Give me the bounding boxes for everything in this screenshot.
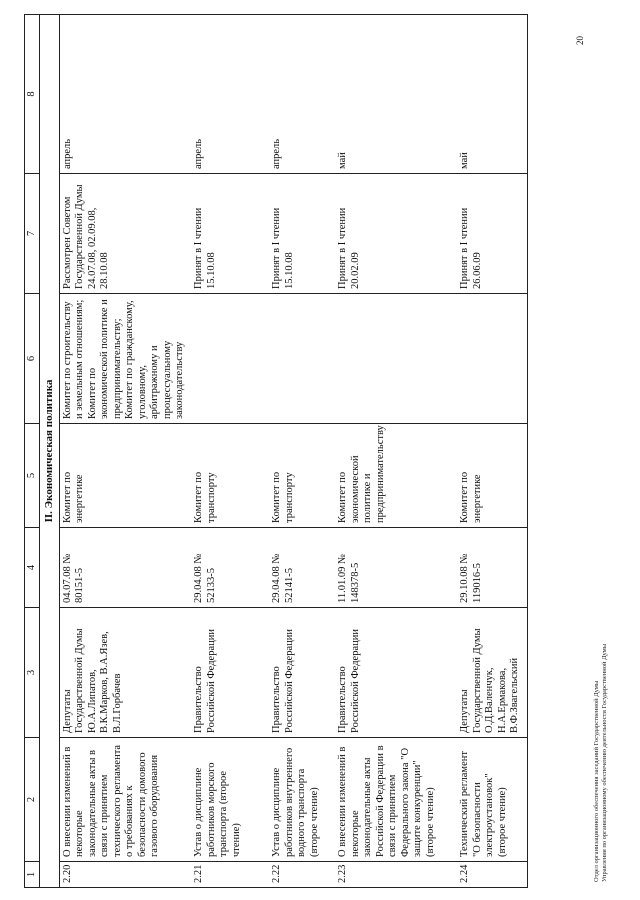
footer-line-1: Отдел организационного обеспечения заседаний Государственной Думы — [593, 680, 600, 882]
section-title: II. Экономическая политика — [40, 15, 60, 888]
col-number: 1 — [25, 862, 40, 888]
registration: 29.10.08 № 119016-5 — [457, 528, 527, 608]
col-number: 5 — [25, 424, 40, 528]
bill-status: Рассмотрен Советом Государственной Думы 24.07.08, 02.09.08, 28.10.08 — [59, 174, 191, 294]
bill-title: Технический регламент "О безопасности электроустановок" (второе чтение) — [457, 738, 527, 862]
row-number: 2.20 — [59, 862, 191, 888]
co-committees: Комитет по строительству и земельным отношениям; Комитет по экономической политике и предпринимательству; Комитет по гражданскому, уголовному, арбитражному и процессуальному законодательству — [59, 294, 191, 424]
row-number: 2.23 — [335, 862, 457, 888]
lead-committee: Комитет по энергетике — [457, 424, 527, 528]
registration: 04.07.08 № 80151-5 — [59, 528, 191, 608]
registration: 29.04.08 № 52133-5 — [191, 528, 269, 608]
col-number: 8 — [25, 15, 40, 174]
planned-month: май — [457, 15, 527, 174]
co-committees — [335, 294, 457, 424]
section-row — [40, 15, 60, 888]
lead-committee: Комитет по энергетике — [59, 424, 191, 528]
footer-line-2: Управления по организационному обеспечению деятельности Государственной Думы — [601, 643, 608, 882]
planned-month: май — [335, 15, 457, 174]
col-number: 6 — [25, 294, 40, 424]
col-number: 3 — [25, 608, 40, 738]
planned-month: апрель — [269, 15, 335, 174]
row-number: 2.24 — [457, 862, 527, 888]
planned-month: апрель — [59, 15, 191, 174]
bill-author: Правительство Российской Федерации — [335, 608, 457, 738]
table-row — [457, 15, 527, 888]
bill-title: Устав о дисциплине работников морского транспорта (второе чтение) — [191, 738, 269, 862]
bill-title: О внесении изменений в некоторые законодательные акты в связи с принятием технического регламента о требованиях к безопасности домового газового оборудования — [59, 738, 191, 862]
bill-status: Принят в I чтении 15.10.08 — [191, 174, 269, 294]
bill-status: Принят в I чтении 20.02.09 — [335, 174, 457, 294]
lead-committee: Комитет по транспорту — [191, 424, 269, 528]
registration: 11.01.09 № 148378-5 — [335, 528, 457, 608]
bill-author: Правительство Российской Федерации — [269, 608, 335, 738]
col-number: 7 — [25, 174, 40, 294]
bill-title: Устав о дисциплине работников внутреннего водного транспорта (второе чтение) — [269, 738, 335, 862]
co-committees — [269, 294, 335, 424]
bill-author: Депутаты Государственной Думы О.Д.Валенчук, Н.А.Ермакова, В.Ф.Звагельский — [457, 608, 527, 738]
planned-month: апрель — [191, 15, 269, 174]
bill-status: Принят в I чтении 15.10.08 — [269, 174, 335, 294]
page-number: 20 — [575, 36, 585, 45]
bill-author: Правительство Российской Федерации — [191, 608, 269, 738]
co-committees — [457, 294, 527, 424]
row-number: 2.22 — [269, 862, 335, 888]
lead-committee: Комитет по транспорту — [269, 424, 335, 528]
footer-note — [593, 644, 609, 882]
col-number: 4 — [25, 528, 40, 608]
table-row — [269, 15, 335, 888]
table-row — [335, 15, 457, 888]
registration: 29.04.08 № 52141-5 — [269, 528, 335, 608]
co-committees — [191, 294, 269, 424]
legislation-table — [24, 14, 528, 888]
lead-committee: Комитет по экономической политике и предпринимательству — [335, 424, 457, 528]
table-row — [191, 15, 269, 888]
column-number-row — [25, 15, 40, 888]
bill-title: О внесении изменений в некоторые законодательные акты Российской Федерации в связи с принятием Федерального закона "О защите конкуренции" (второе чтение) — [335, 738, 457, 862]
row-number: 2.21 — [191, 862, 269, 888]
col-number: 2 — [25, 738, 40, 862]
bill-status: Принят в I чтении 26.06.09 — [457, 174, 527, 294]
table-row — [59, 15, 191, 888]
bill-author: Депутаты Государственной Думы Ю.А.Липатов, В.К.Марков, В.А.Язев, В.Л.Горбачев — [59, 608, 191, 738]
